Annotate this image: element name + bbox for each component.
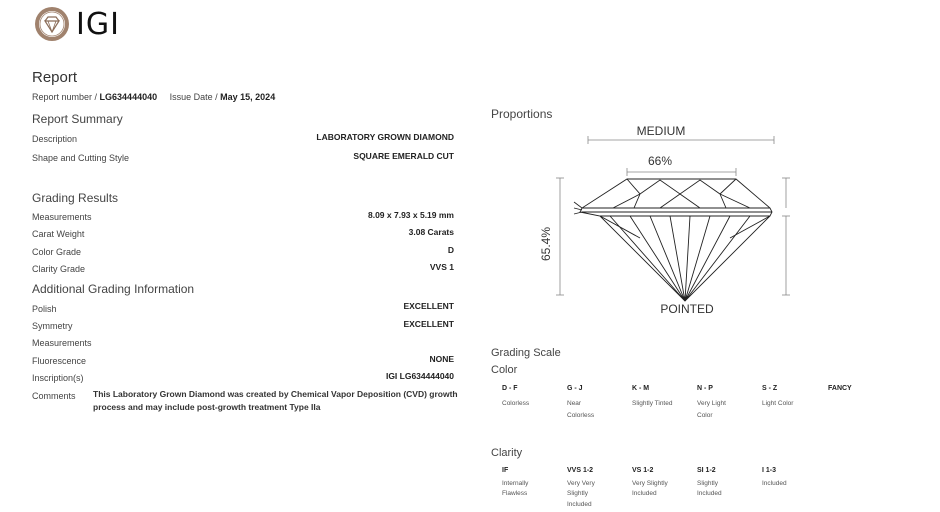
color-grade-value: D [447,245,454,255]
issue-date-label: Issue Date / [169,92,218,102]
grading-title: Grading Results [32,191,119,205]
measurements-label: Measurements [32,212,92,222]
color-scale-title: Color [491,364,518,376]
carat-value: 3.08 Carats [408,227,454,237]
clarity-scale-item: VVS 1-2 Very Very Slightly Included [567,467,595,508]
summary-title: Report Summary [32,112,123,126]
shape-label: Shape and Cutting Style [32,153,130,163]
description-label: Description [32,134,78,144]
clarity-scale-item: SI 1-2 Slightly Included [697,467,722,497]
fluorescence-value: NONE [429,354,454,364]
depth-label: 65.4% [539,226,553,262]
clarity-scale-item: VS 1-2 Very Slightly Included [632,467,668,497]
clarity-grade-value: VVS 1 [429,262,454,272]
color-scale-item: FANCY [828,385,852,392]
additional-title: Additional Grading Information [32,282,195,296]
fluorescence-label: Fluorescence [32,356,87,366]
report-number: LG634444040 [99,92,158,102]
measurements-value: 8.09 x 7.93 x 5.19 mm [367,210,454,220]
report-title: Report [32,69,78,86]
polish-label: Polish [32,304,57,314]
grading-scale-title: Grading Scale [491,347,561,359]
culet-label: POINTED [660,302,714,316]
clarity-scale-item: I 1-3 Included [762,467,787,487]
color-scale-item: S - Z Light Color [762,385,794,407]
color-scale-item: D - F Colorless [502,385,530,407]
report-meta [32,92,275,102]
proportions-diagram [530,120,800,316]
color-scale-item: G - J Near Colorless [567,385,595,419]
color-scale-item: K - M Slightly Tinted [632,385,673,407]
table-label: 66% [647,154,673,168]
inscription-label: Inscription(s) [32,373,84,383]
inscription-value: IGI LG634444040 [385,371,454,381]
clarity-grade-label: Clarity Grade [32,264,86,274]
igi-logo [34,6,120,42]
comments-label: Comments [32,391,76,401]
igi-seal-icon [34,6,70,42]
symmetry-label: Symmetry [32,321,73,331]
description-value: LABORATORY GROWN DIAMOND [316,132,454,142]
clarity-scale-title: Clarity [491,447,523,459]
symmetry-value: EXCELLENT [403,319,454,329]
issue-date: May 15, 2024 [220,92,276,102]
proportions-title: Proportions [491,107,553,121]
carat-label: Carat Weight [32,229,85,239]
igi-logo-text: IGI [76,6,120,42]
measurements2-label: Measurements [32,338,92,348]
polish-value: EXCELLENT [403,301,454,311]
color-scale-item: N - P Very Light Color [697,385,726,419]
comments-value: This Laboratory Grown Diamond was created by Chemical Vapor Deposition (CVD) growth process and may include post-growth treatment Type IIa [93,389,458,412]
girdle-label: MEDIUM [636,124,686,138]
color-grade-label: Color Grade [32,247,82,257]
report-number-label: Report number / [32,92,98,102]
clarity-scale-item: IF Internally Flawless [502,467,529,497]
shape-value: SQUARE EMERALD CUT [353,151,454,161]
